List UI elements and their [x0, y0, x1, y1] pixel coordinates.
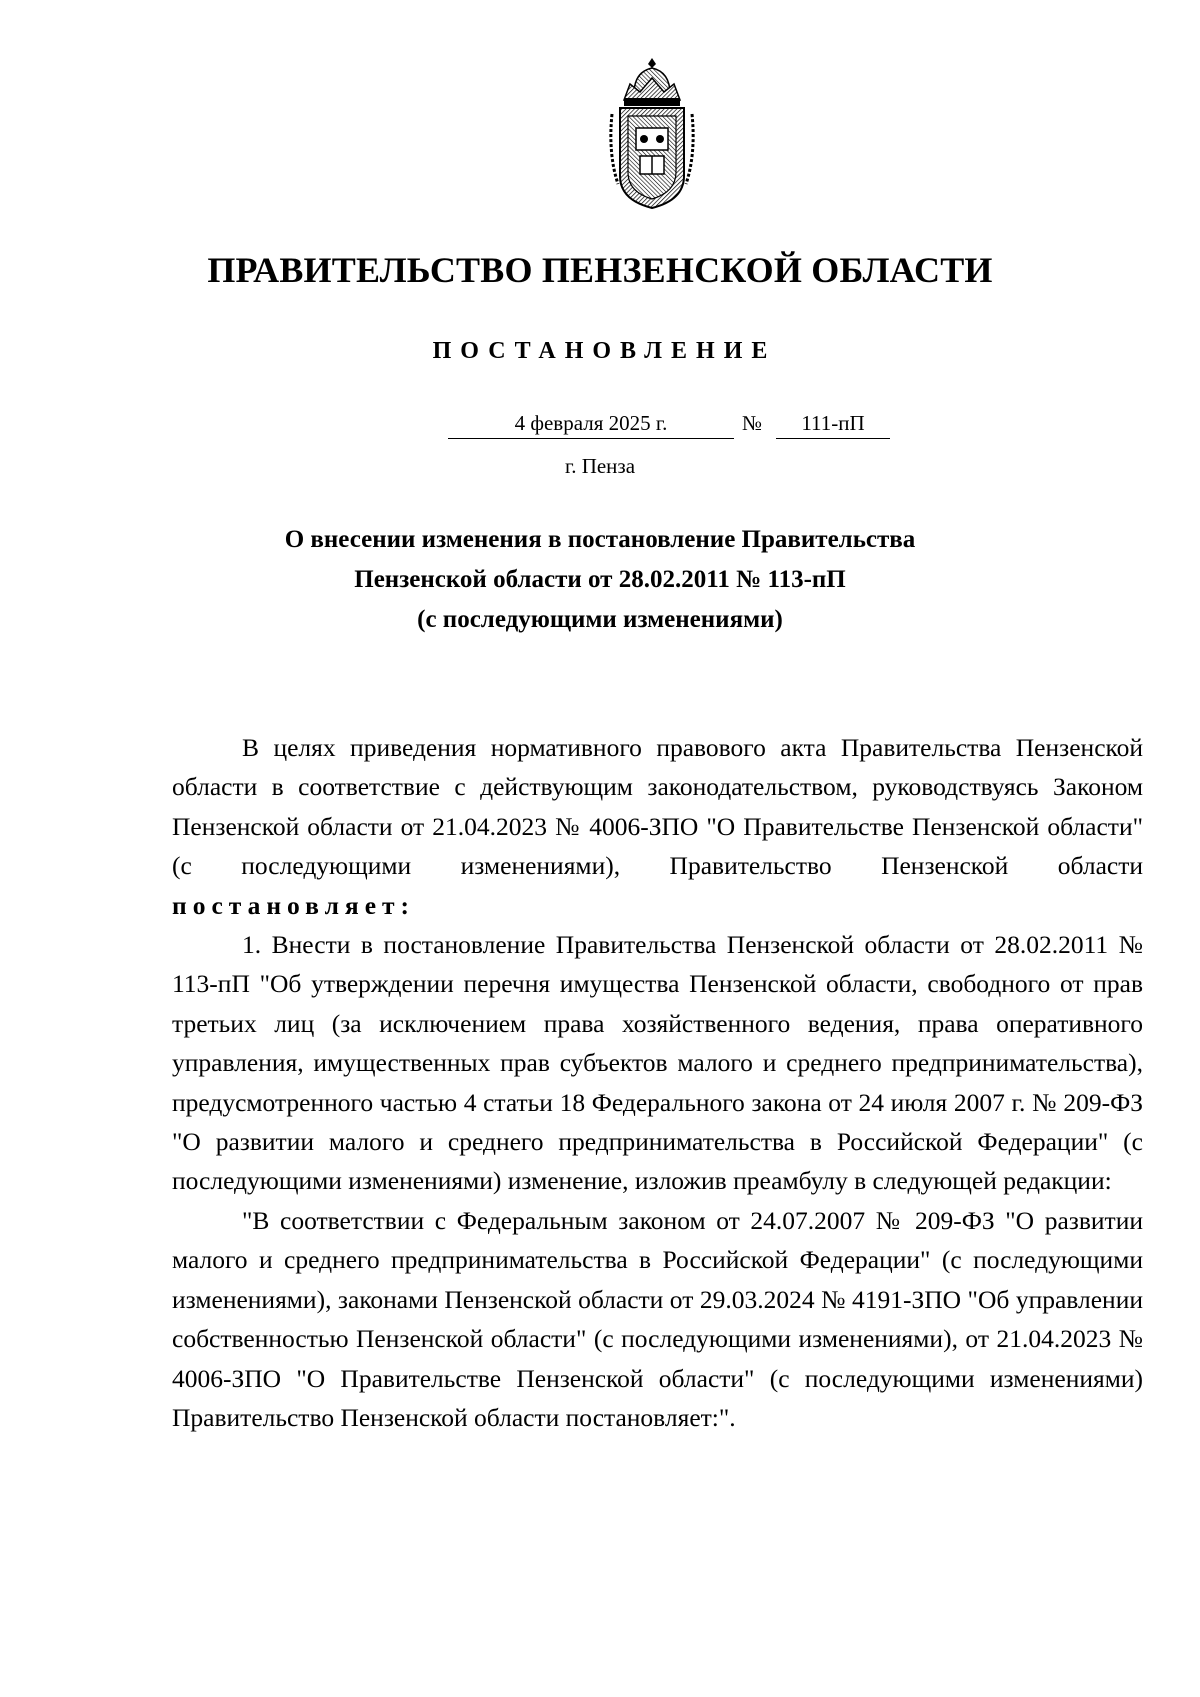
- body-paragraph-item-1: 1. Внести в постановление Правительства Пензенской области от 28.02.2011 № 113-пП "Об утверждении перечня имущества Пензенской области, свободного от прав третьих лиц (за исключением права хозяйственного ведения, права оперативного управления, имущественных прав субъектов малого и среднего предпринимательства), предусмотренного частью 4 статьи 18 Федерального закона от 24 июля 2007 г. № 209-ФЗ "О развитии малого и среднего предпринимательства в Российской Федерации" (с последующими изменениями) изменение, изложив преамбулу в следующей редакции:: [172, 930, 1143, 1196]
- resolution-keyword: постановляет:: [172, 890, 416, 920]
- document-subject: [0, 520, 1200, 640]
- body-paragraph-new-preamble: "В соответствии с Федеральным законом от 24.07.2007 № 209-ФЗ "О развитии малого и среднего предпринимательства в Российской Федерации" (с последующими изменениями), законами Пензенской области от 29.03.2024 № 4191-ЗПО "Об управлении собственностью Пензенской области" (с последующими изменениями), от 21.04.2023 № 4006-ЗПО "О Правительстве Пензенской области" (с последующими изменениями) Правительство Пензенской области постановляет:".: [172, 1205, 1143, 1432]
- number-sign: №: [742, 411, 763, 435]
- subject-line-2: Пензенской области от 28.02.2011 № 113-пП: [354, 566, 846, 593]
- penza-region-coat-of-arms-icon: [604, 54, 700, 214]
- document-number: 111-пП: [776, 408, 890, 439]
- body-paragraph-preamble: [172, 728, 1143, 925]
- document-type: ПОСТАНОВЛЕНИЕ: [432, 338, 777, 364]
- organization-title: ПРАВИТЕЛЬСТВО ПЕНЗЕНСКОЙ ОБЛАСТИ: [207, 250, 993, 290]
- document-date: 4 февраля 2025 г.: [448, 408, 734, 439]
- city: г. Пенза: [564, 454, 636, 478]
- subject-line-3: (с последующими изменениями): [417, 606, 783, 633]
- preamble-text: В целях приведения нормативного правового акта Правительства Пензенской области в соответствие с действующим законодательством, руководствуясь Законом Пензенской области от 21.04.2023 № 4006-ЗПО "О Правительстве Пензенской области" (с последующими изменениями), Правительство Пензенской области: [172, 733, 1143, 881]
- subject-line-1: О внесении изменения в постановление Правительства: [284, 526, 916, 553]
- document-body: [172, 728, 1143, 1437]
